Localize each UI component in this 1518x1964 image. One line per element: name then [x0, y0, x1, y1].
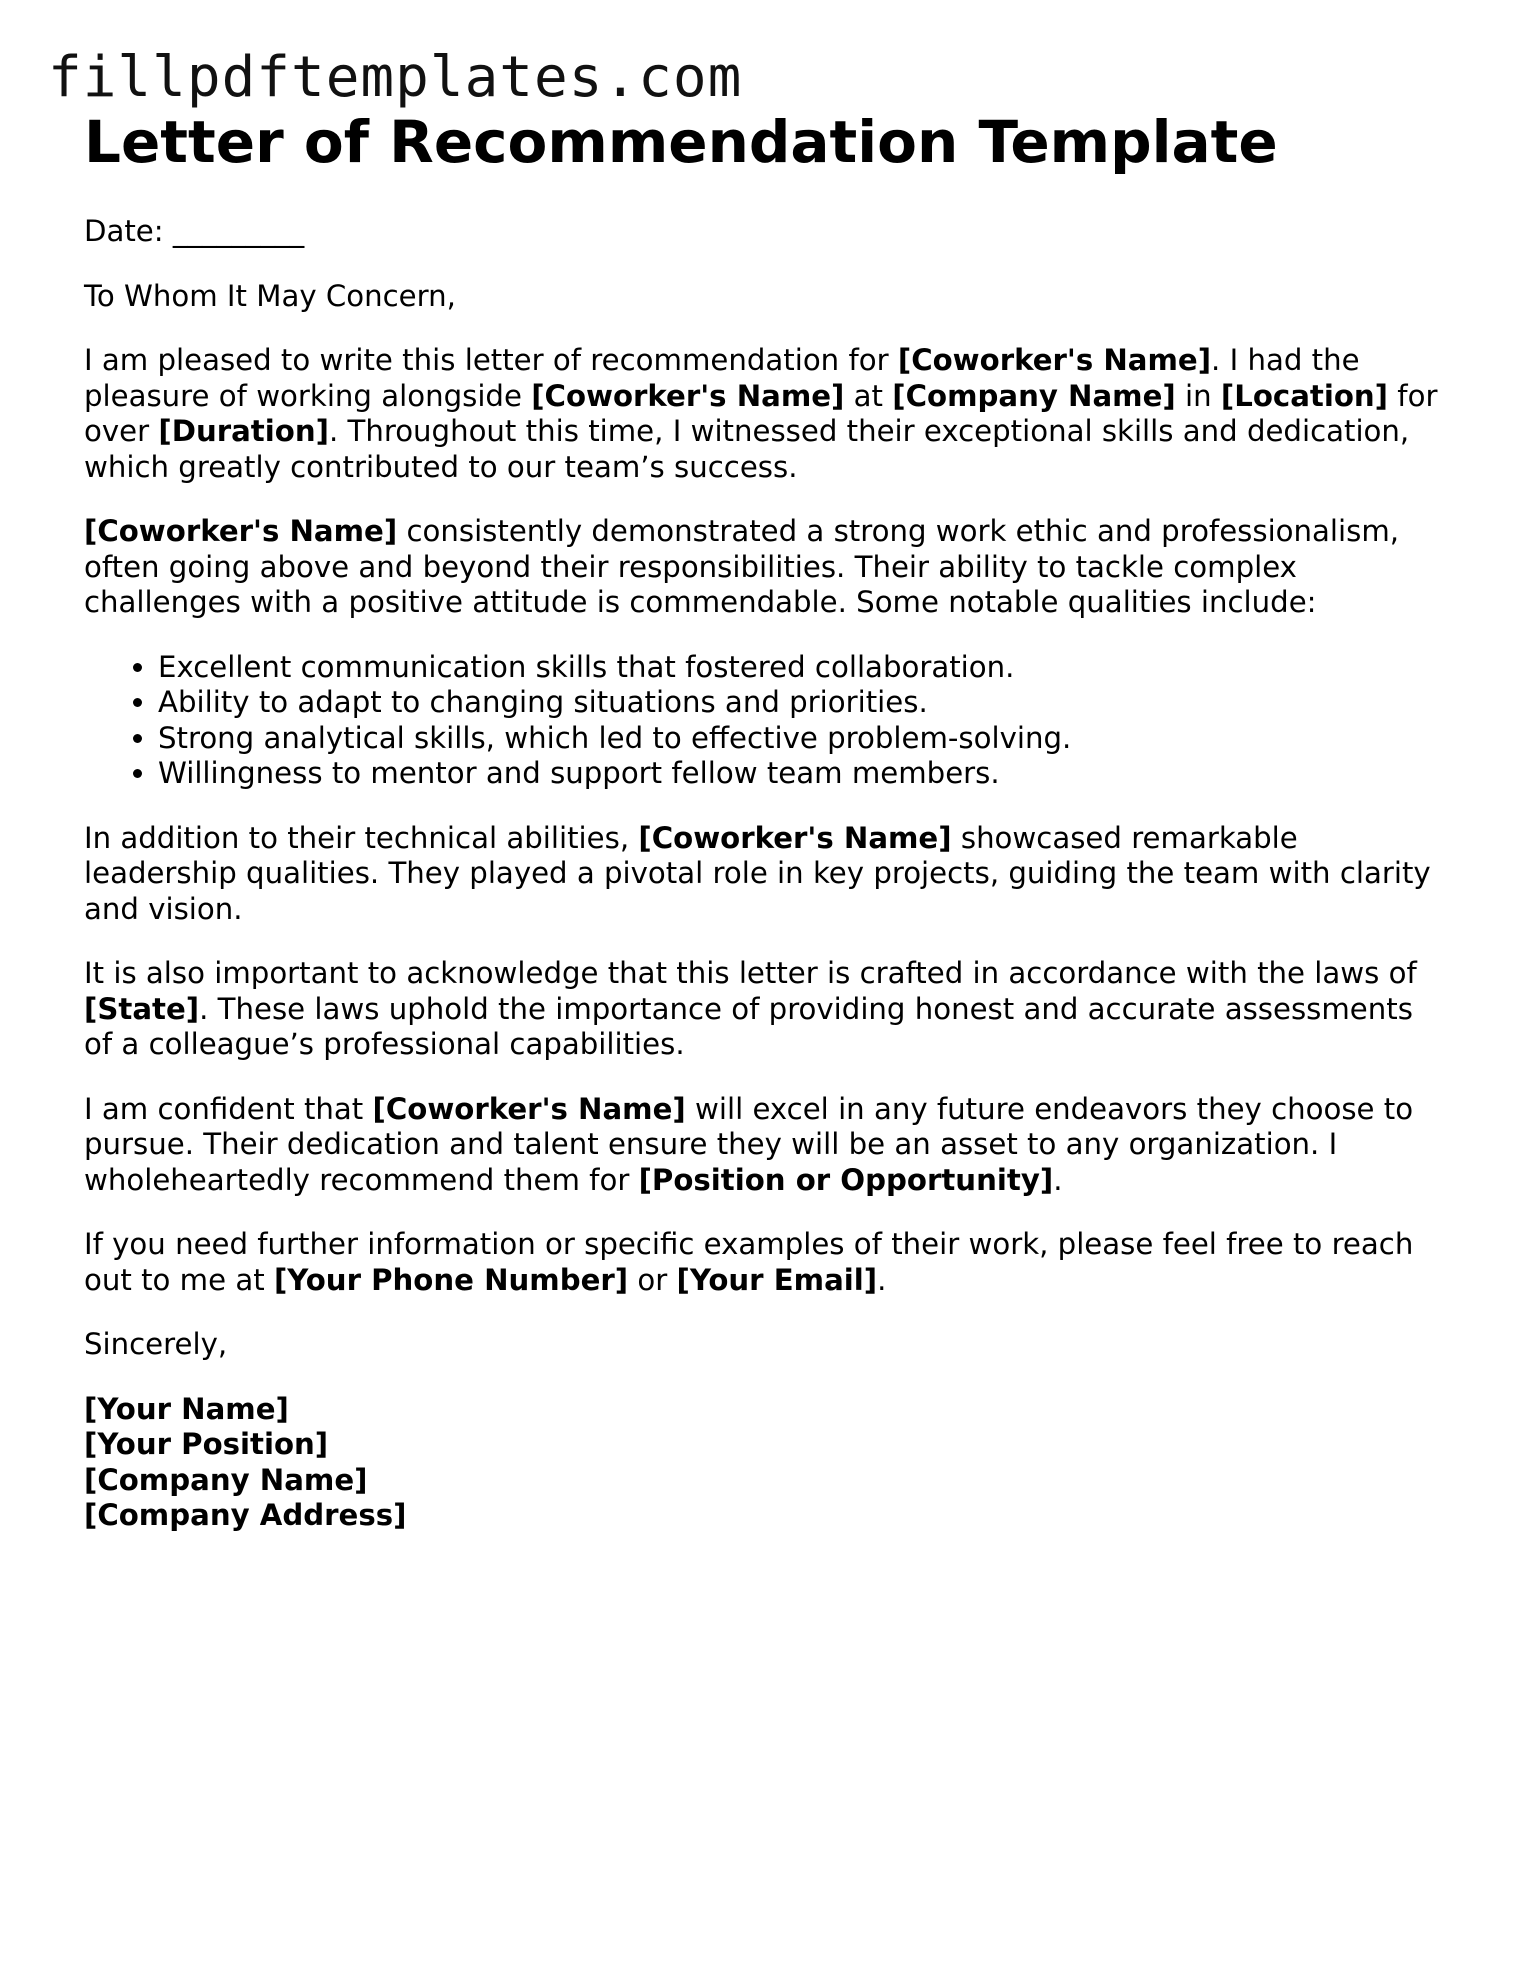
letter-document: [84, 106, 1444, 1563]
text: for over: [84, 378, 1438, 448]
text: will excel in any future endeavors they choose to pursue. Their dedication and talent ensure they will be an asset to any organization. I wholeheartedly recommend them for: [84, 1091, 1414, 1197]
paragraph-legal: [84, 956, 1444, 1063]
placeholder-coworker-name: [Coworker's Name]: [531, 378, 845, 413]
closing: Sincerely,: [84, 1327, 228, 1361]
salutation: To Whom It May Concern,: [84, 278, 456, 313]
text: If you need further information or specific examples of their work, please feel free to reach out to me at: [84, 1227, 1414, 1297]
list-item: • Willingness to mentor and support fellow team members.: [158, 756, 1444, 792]
list-item: • Ability to adapt to changing situations and priorities.: [158, 685, 1444, 721]
placeholder-position: [Position or Opportunity]: [638, 1162, 1054, 1197]
paragraph-leadership: [84, 821, 1444, 928]
text: I am confident that: [84, 1091, 373, 1126]
placeholder-coworker-name: [Coworker's Name]: [372, 1091, 686, 1126]
placeholder-coworker-name: [Coworker's Name]: [84, 514, 398, 548]
list-item: • Strong analytical skills, which led to effective problem-solving.: [158, 721, 1444, 757]
paragraph-contact: [84, 1227, 1444, 1298]
placeholder-duration: [Duration]: [158, 414, 329, 448]
paragraph-introduction: [84, 343, 1444, 485]
text: . Throughout this time, I witnessed their exceptional skills and dedication, which greatly contributed to our team’s success.: [84, 414, 1410, 484]
placeholder-coworker-name: [Coworker's Name]: [897, 343, 1212, 377]
signature-position: [Your Position]: [84, 1427, 329, 1461]
text: consistently demonstrated a strong work ethic and professionalism, often going above and beyond their responsibilities. Their ability to tackle complex challenges with a positive attitude is commendable. Some notable qualities include:: [84, 514, 1400, 619]
placeholder-email: [Your Email]: [676, 1262, 878, 1297]
watermark-text: fillpdftemplates.com: [48, 45, 743, 110]
qualities-list: [84, 650, 1444, 792]
text: . I had the pleasure of working alongside: [84, 343, 1360, 413]
placeholder-location: [Location]: [1220, 378, 1389, 413]
text: showcased remarkable leadership qualities. They played a pivotal role in key projects, guiding the team with clarity and vision.: [84, 820, 1431, 926]
signature-company: [Company Name]: [84, 1462, 368, 1497]
date-line: Date: _________: [84, 214, 305, 248]
text: .: [877, 1262, 887, 1297]
placeholder-phone-number: [Your Phone Number]: [273, 1262, 629, 1297]
signature-address: [Company Address]: [84, 1498, 407, 1532]
text: . These laws uphold the importance of providing honest and accurate assessments of a colleague’s professional capabilities.: [84, 991, 1413, 1061]
signature-name: [Your Name]: [84, 1391, 289, 1426]
page-title: Letter of Recommendation Template: [84, 108, 1278, 176]
text: in: [1175, 378, 1221, 413]
paragraph-recommendation: [84, 1092, 1444, 1199]
text: at: [844, 378, 893, 413]
text: I am pleased to write this letter of recommendation for: [84, 343, 898, 377]
text: or: [628, 1262, 677, 1297]
placeholder-company-name: [Company Name]: [892, 378, 1176, 413]
text: It is also important to acknowledge that this letter is crafted in accordance with the laws of: [84, 956, 1417, 990]
text: In addition to their technical abilities,: [84, 820, 639, 855]
placeholder-coworker-name: [Coworker's Name]: [638, 820, 952, 855]
text: .: [1053, 1162, 1063, 1197]
placeholder-state: [State]: [84, 991, 200, 1026]
paragraph-work-ethic: [84, 514, 1444, 621]
list-item: • Excellent communication skills that fostered collaboration.: [158, 650, 1444, 686]
signature-block: [84, 1392, 1444, 1534]
